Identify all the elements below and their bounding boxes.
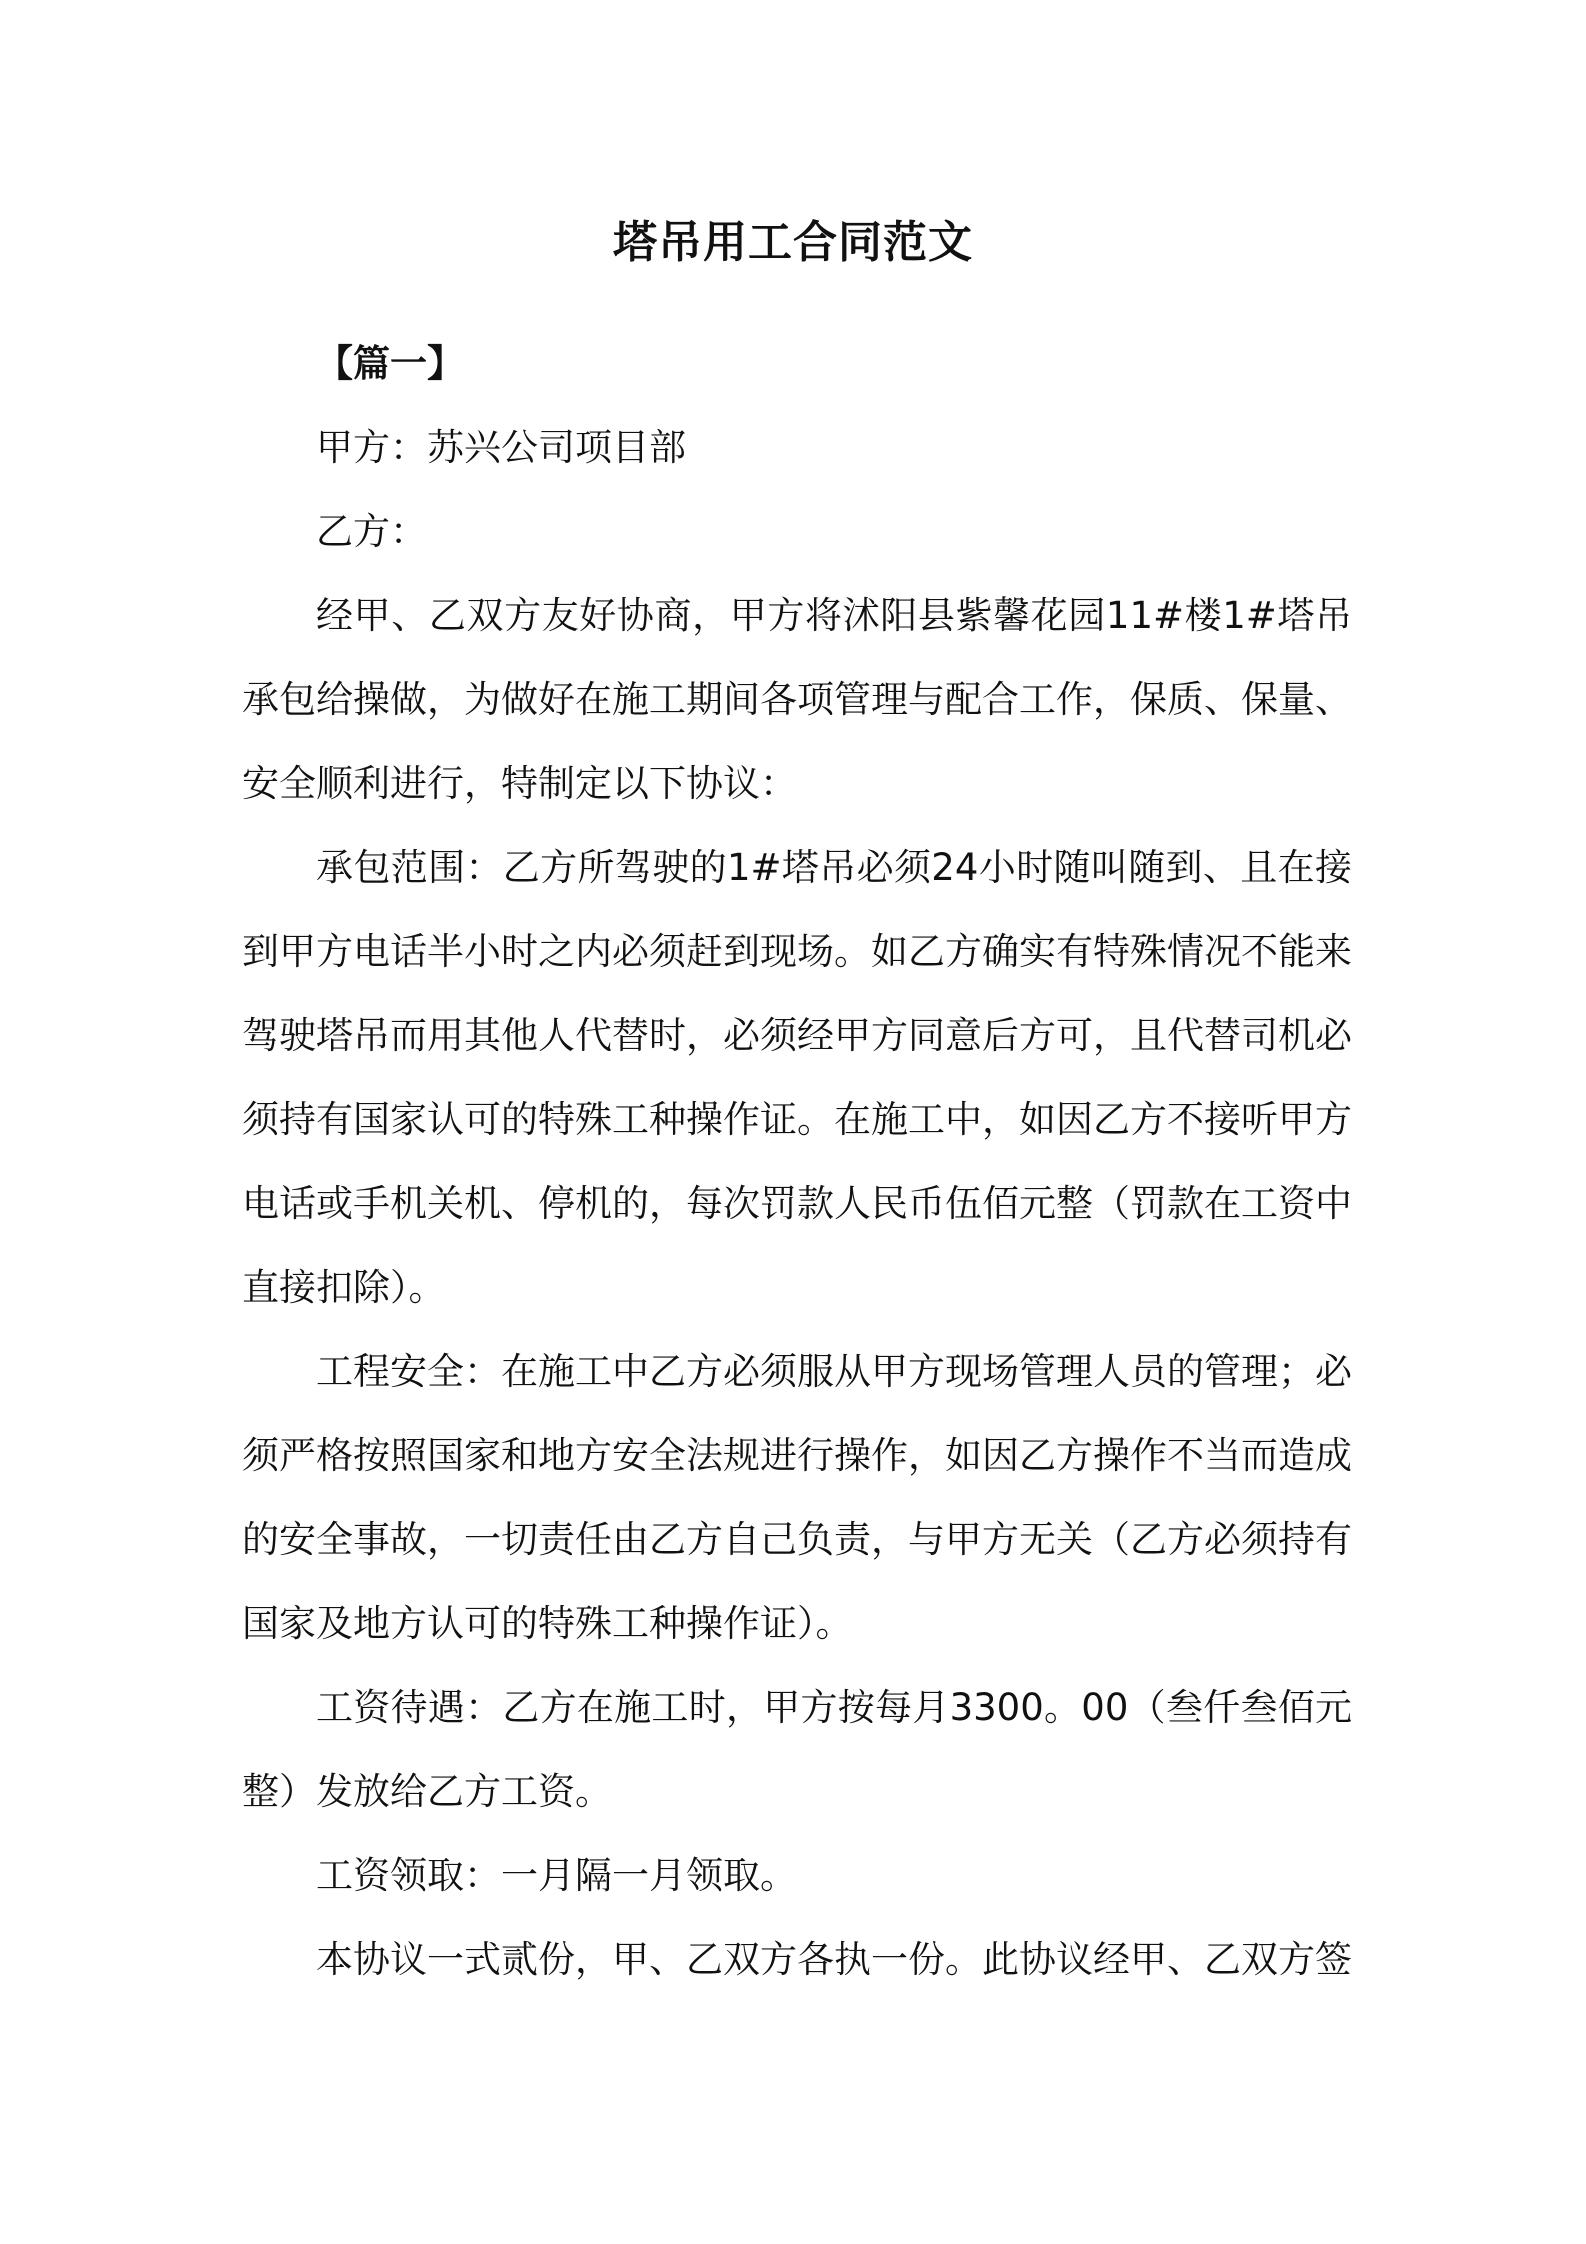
party-b-line: 乙方：: [316, 510, 427, 553]
page-title: 塔吊用工合同范文: [613, 217, 973, 268]
copies-paragraph: 本协议一式贰份，甲、乙双方各执一份。此协议经甲、乙双方签: [316, 1938, 1352, 1981]
scope-paragraph: 承包范围：乙方所驾驶的1#塔吊必须24小时随叫随到、且在接到甲方电话半小时之内必须赶到现场。如乙方确实有特殊情况不能来驾驶塔吊而用其他人代替时，必须经甲方同意后方可，且代替司机必须持有国家认可的特殊工种操作证。在施工中，如因乙方不接听甲方电话或手机关机、停机的，每次罚款人民币伍佰元整（罚款在工资中直接扣除）。: [242, 846, 1352, 1309]
safety-paragraph: 工程安全：在施工中乙方必须服从甲方现场管理人员的管理；必须严格按照国家和地方安全法规进行操作，如因乙方操作不当而造成的安全事故，一切责任由乙方自己负责，与甲方无关（乙方必须持有国家及地方认可的特殊工种操作证）。: [242, 1350, 1352, 1645]
section-label: 【篇一】: [316, 342, 464, 385]
salary-paragraph: 工资待遇：乙方在施工时，甲方按每月3300。00（叁仟叁佰元整）发放给乙方工资。: [242, 1686, 1352, 1813]
salary-collection-paragraph: 工资领取：一月隔一月领取。: [316, 1854, 797, 1897]
document-body: [242, 322, 1352, 2002]
party-a-line: 甲方：苏兴公司项目部: [316, 426, 686, 469]
intro-paragraph: 经甲、乙双方友好协商，甲方将沭阳县紫馨花园11#楼1#塔吊承包给操做，为做好在施工期间各项管理与配合工作，保质、保量、安全顺利进行，特制定以下协议：: [242, 594, 1352, 805]
